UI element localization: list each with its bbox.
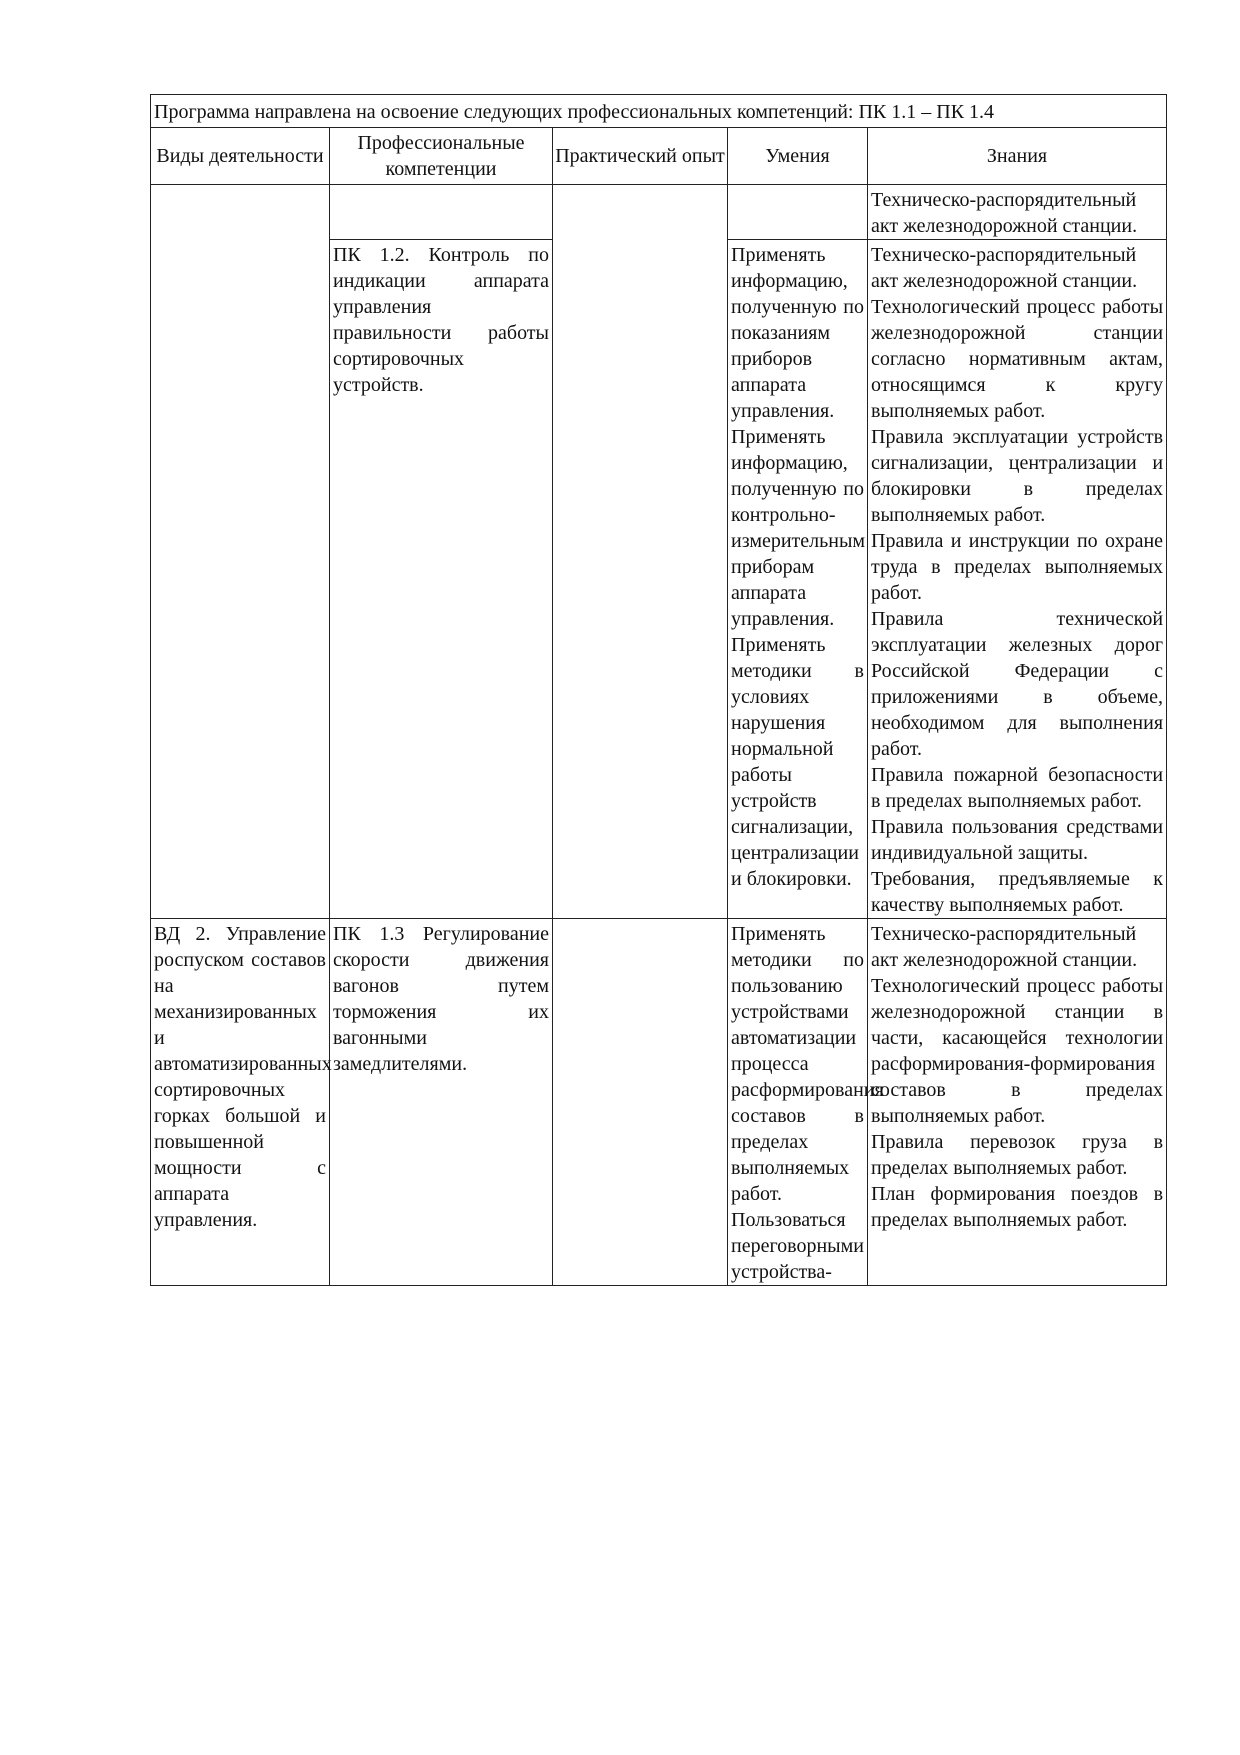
- header-znaniya: Знания: [868, 128, 1167, 185]
- document-page: [150, 94, 1166, 1286]
- cell-vd-3: ВД 2. Управление роспуском составов на механизированных и автоматизированных сортировочных горках большой и повышенной мощности с аппарата управления.: [151, 919, 330, 1286]
- cell-pk-1: [330, 185, 553, 240]
- znaniya-item: Правила пользования средствами индивидуальной защиты.: [871, 816, 1164, 864]
- znaniya-item: Правила эксплуатации устройств сигнализации, централизации и блокировки в пределах выполняемых работ.: [871, 426, 1164, 526]
- header-umeniya: Умения: [728, 128, 868, 185]
- table-row: [151, 185, 1167, 240]
- cell-umeniya-1: [728, 185, 868, 240]
- znaniya-item: Техническо-распорядительный акт железнодорожной станции.: [871, 244, 1138, 292]
- cell-vd-1: [151, 185, 330, 919]
- znaniya-item: Техническо-распорядительный акт железнодорожной станции.: [871, 923, 1138, 971]
- znaniya-item: Правила технической эксплуатации железных дорог Российской Федерации с приложениями в объеме, необходимом для выполнения работ.: [871, 608, 1164, 760]
- znaniya-item: Правила и инструкции по охране труда в пределах выполняемых работ.: [871, 530, 1164, 604]
- umeniya-item: Применять информацию, полученную по показаниям приборов аппарата управления.: [731, 244, 864, 422]
- znaniya-item: Техническо-распорядительный акт железнодорожной станции.: [871, 189, 1138, 237]
- znaniya-item: Правила пожарной безопасности в пределах выполняемых работ.: [871, 764, 1164, 812]
- cell-umeniya-2: [728, 240, 868, 919]
- znaniya-item: План формирования поездов в пределах выполняемых работ.: [871, 1183, 1164, 1231]
- umeniya-item: Применять методики по пользованию устройствами автоматизации процесса расформирования составов в пределах выполняемых работ.: [731, 923, 884, 1205]
- cell-znaniya-1: [868, 185, 1167, 240]
- competencies-table: [150, 94, 1167, 1286]
- header-pk: Профессиональные компетенции: [330, 128, 553, 185]
- cell-znaniya-2: [868, 240, 1167, 919]
- cell-pk-2: ПК 1.2. Контроль по индикации аппарата управления правильности работы сортировочных устройств.: [330, 240, 553, 919]
- cell-opyt-3: [553, 919, 728, 1286]
- table-header-row: [151, 128, 1167, 185]
- znaniya-item: Технологический процесс работы железнодорожной станции согласно нормативным актам, относящимся к кругу выполняемых работ.: [871, 296, 1164, 422]
- umeniya-item: Пользоваться переговорными устройства-: [731, 1209, 864, 1283]
- cell-znaniya-3: [868, 919, 1167, 1286]
- cell-opyt-1: [553, 185, 728, 919]
- table-row: [151, 919, 1167, 1286]
- znaniya-item: Технологический процесс работы железнодорожной станции в части, касающейся технологии расформирования-формирования составов в пределах выполняемых работ.: [871, 975, 1164, 1127]
- cell-umeniya-3: [728, 919, 884, 1286]
- znaniya-item: Правила перевозок груза в пределах выполняемых работ.: [871, 1131, 1164, 1179]
- table-banner: Программа направлена на освоение следующих профессиональных компетенций: ПК 1.1 – ПК 1.4: [151, 95, 1167, 128]
- znaniya-item: Требования, предъявляемые к качеству выполняемых работ.: [871, 868, 1164, 916]
- table-banner-row: [151, 95, 1167, 128]
- header-opyt: Практический опыт: [553, 128, 728, 185]
- umeniya-item: Применять информацию, полученную по контрольно-измерительным приборам аппарата управления.: [731, 426, 866, 630]
- header-vd: Виды деятельности: [151, 128, 330, 185]
- cell-pk-3: ПК 1.3 Регулирование скорости движения вагонов путем торможения их вагонными замедлителями.: [330, 919, 553, 1286]
- umeniya-item: Применять методики в условиях нарушения нормальной работы устройств сигнализации, централизации и блокировки.: [731, 634, 864, 890]
